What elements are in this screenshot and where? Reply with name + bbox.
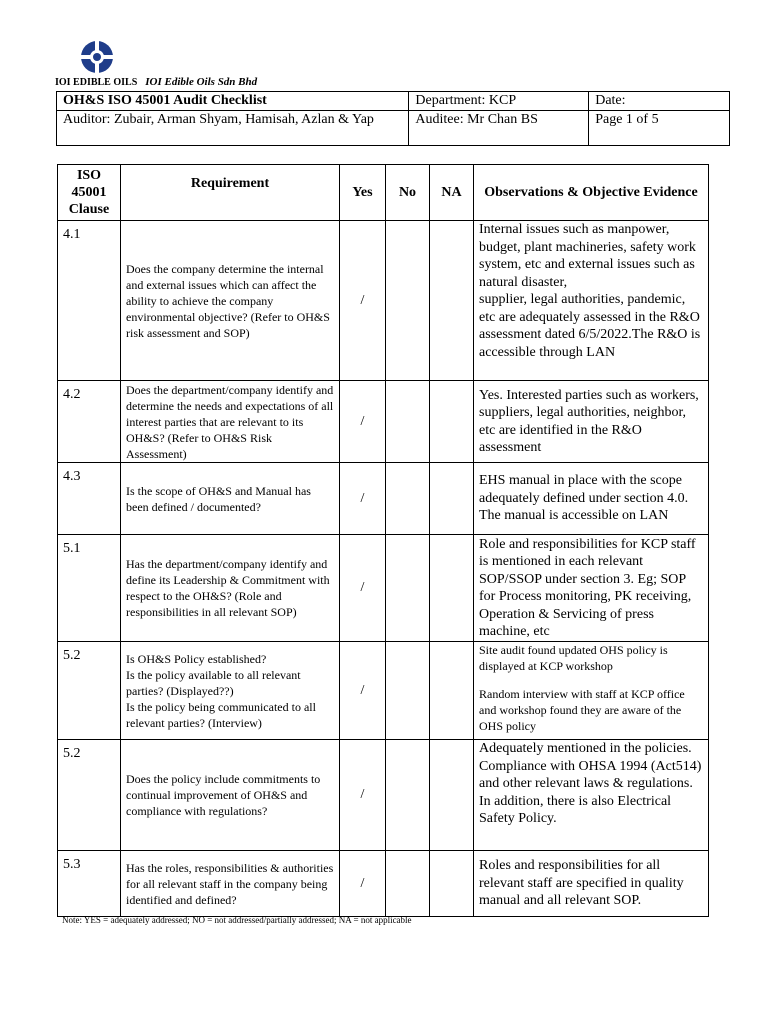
brand-line bbox=[55, 76, 257, 88]
clause-cell: 5.1 bbox=[58, 535, 121, 642]
col-clause: ISO 45001 Clause bbox=[58, 165, 121, 221]
table-header-row bbox=[58, 165, 709, 221]
header-table bbox=[56, 91, 730, 146]
no-cell bbox=[386, 221, 430, 381]
col-na: NA bbox=[430, 165, 474, 221]
no-cell bbox=[386, 642, 430, 740]
yes-cell: / bbox=[340, 535, 386, 642]
na-cell bbox=[430, 535, 474, 642]
observations-cell bbox=[474, 535, 709, 642]
requirement-cell: Has the department/company identify and define its Leadership & Commitment with respect to the OH&S? (Role and responsibilities in all relevant SOP) bbox=[121, 535, 340, 642]
requirement-line: Is the policy available to all relevant parties? (Displayed??) bbox=[126, 667, 301, 698]
col-no: No bbox=[386, 165, 430, 221]
legend-note: Note: YES = adequately addressed; NO = not addressed/partially addressed; NA = not applicable bbox=[62, 915, 412, 925]
table-row bbox=[58, 642, 709, 740]
observations-cell bbox=[474, 642, 709, 740]
auditor: Auditor: Zubair, Arman Shyam, Hamisah, Azlan & Yap bbox=[57, 111, 409, 146]
observations-cell bbox=[474, 851, 709, 917]
observation-paragraph: supplier, legal authorities, pandemic, etc are adequately assessed in the R&O assessment dated 6/5/2022.The R&O is accessible through LAN bbox=[479, 292, 701, 360]
requirement-cell: Is the scope of OH&S and Manual has been defined / documented? bbox=[121, 463, 340, 535]
table-row bbox=[58, 463, 709, 535]
na-cell bbox=[430, 463, 474, 535]
date: Date: bbox=[589, 92, 730, 111]
clause-cell: 5.2 bbox=[58, 642, 121, 740]
col-observations: Observations & Objective Evidence bbox=[474, 165, 709, 221]
observations-cell bbox=[474, 463, 709, 535]
ioi-logo-icon bbox=[80, 40, 114, 74]
yes-cell: / bbox=[340, 381, 386, 463]
observation-paragraph: Site audit found updated OHS policy is displayed at KCP workshop bbox=[479, 643, 668, 673]
requirement-cell bbox=[121, 642, 340, 740]
na-cell bbox=[430, 851, 474, 917]
requirement-line: Is the policy being communicated to all relevant parties? (Interview) bbox=[126, 699, 316, 730]
observation-paragraph: Roles and responsibilities for all relevant staff are specified in quality manual and all relevant SOP. bbox=[479, 858, 684, 909]
clause-cell: 4.3 bbox=[58, 463, 121, 535]
requirement-cell: Does the department/company identify and determine the needs and expectations of all interest parties that are relevant to its OH&S? (Refer to OH&S Risk Assessment) bbox=[121, 381, 340, 463]
yes-cell: / bbox=[340, 642, 386, 740]
requirement-cell: Does the company determine the internal and external issues which can affect the ability to achieve the company environmental objective? (Refer to OH&S risk assessment and SOP) bbox=[121, 221, 340, 381]
col-requirement: Requirement bbox=[121, 165, 340, 221]
department: Department: KCP bbox=[409, 92, 589, 111]
table-row bbox=[58, 381, 709, 463]
observations-cell bbox=[474, 740, 709, 851]
observation-paragraph: Yes. Interested parties such as workers, suppliers, legal authorities, neighbor, etc are identified in the R&O assessment bbox=[479, 387, 699, 455]
no-cell bbox=[386, 463, 430, 535]
yes-cell: / bbox=[340, 221, 386, 381]
table-row bbox=[58, 221, 709, 381]
yes-cell: / bbox=[340, 463, 386, 535]
no-cell bbox=[386, 535, 430, 642]
clause-cell: 5.3 bbox=[58, 851, 121, 917]
observation-paragraph: EHS manual in place with the scope adequately defined under section 4.0. The manual is accessible on LAN bbox=[479, 473, 689, 524]
no-cell bbox=[386, 740, 430, 851]
na-cell bbox=[430, 381, 474, 463]
yes-cell: / bbox=[340, 851, 386, 917]
auditee: Auditee: Mr Chan BS bbox=[409, 111, 589, 146]
observations-cell bbox=[474, 381, 709, 463]
clause-cell: 5.2 bbox=[58, 740, 121, 851]
observation-paragraph: Adequately mentioned in the policies. bbox=[479, 741, 692, 756]
page-number: Page 1 of 5 bbox=[589, 111, 730, 146]
na-cell bbox=[430, 642, 474, 740]
observation-paragraph: Compliance with OHSA 1994 (Act514) and other relevant laws & regulations. In addition, there is also Electrical Safety Policy. bbox=[479, 758, 702, 826]
observations-cell bbox=[474, 221, 709, 381]
observation-paragraph: Internal issues such as manpower, budget, plant machineries, safety work system, etc and external issues such as natural disaster, bbox=[479, 222, 696, 290]
na-cell bbox=[430, 740, 474, 851]
requirement-line: Is OH&S Policy established? bbox=[126, 651, 267, 666]
audit-checklist-table bbox=[57, 164, 709, 917]
requirement-cell: Does the policy include commitments to continual improvement of OH&S and compliance with regulations? bbox=[121, 740, 340, 851]
na-cell bbox=[430, 221, 474, 381]
no-cell bbox=[386, 381, 430, 463]
brand-logo-text: IOI EDIBLE OILS bbox=[55, 77, 138, 88]
clause-cell: 4.1 bbox=[58, 221, 121, 381]
table-row bbox=[58, 740, 709, 851]
observation-paragraph: Random interview with staff at KCP office and workshop found they are aware of the OHS policy bbox=[479, 687, 685, 733]
company-name: IOI Edible Oils Sdn Bhd bbox=[145, 76, 258, 88]
doc-title: OH&S ISO 45001 Audit Checklist bbox=[57, 92, 409, 111]
col-yes: Yes bbox=[340, 165, 386, 221]
observation-paragraph: Role and responsibilities for KCP staff is mentioned in each relevant SOP/SSOP under section 3. Eg; SOP for Process monitoring, PK receiving, Operation & Servicing of press machine, etc bbox=[479, 536, 696, 639]
no-cell bbox=[386, 851, 430, 917]
table-row bbox=[58, 851, 709, 917]
requirement-cell: Has the roles, responsibilities & authorities for all relevant staff in the company being identified and defined? bbox=[121, 851, 340, 917]
table-row bbox=[58, 535, 709, 642]
clause-cell: 4.2 bbox=[58, 381, 121, 463]
yes-cell: / bbox=[340, 740, 386, 851]
